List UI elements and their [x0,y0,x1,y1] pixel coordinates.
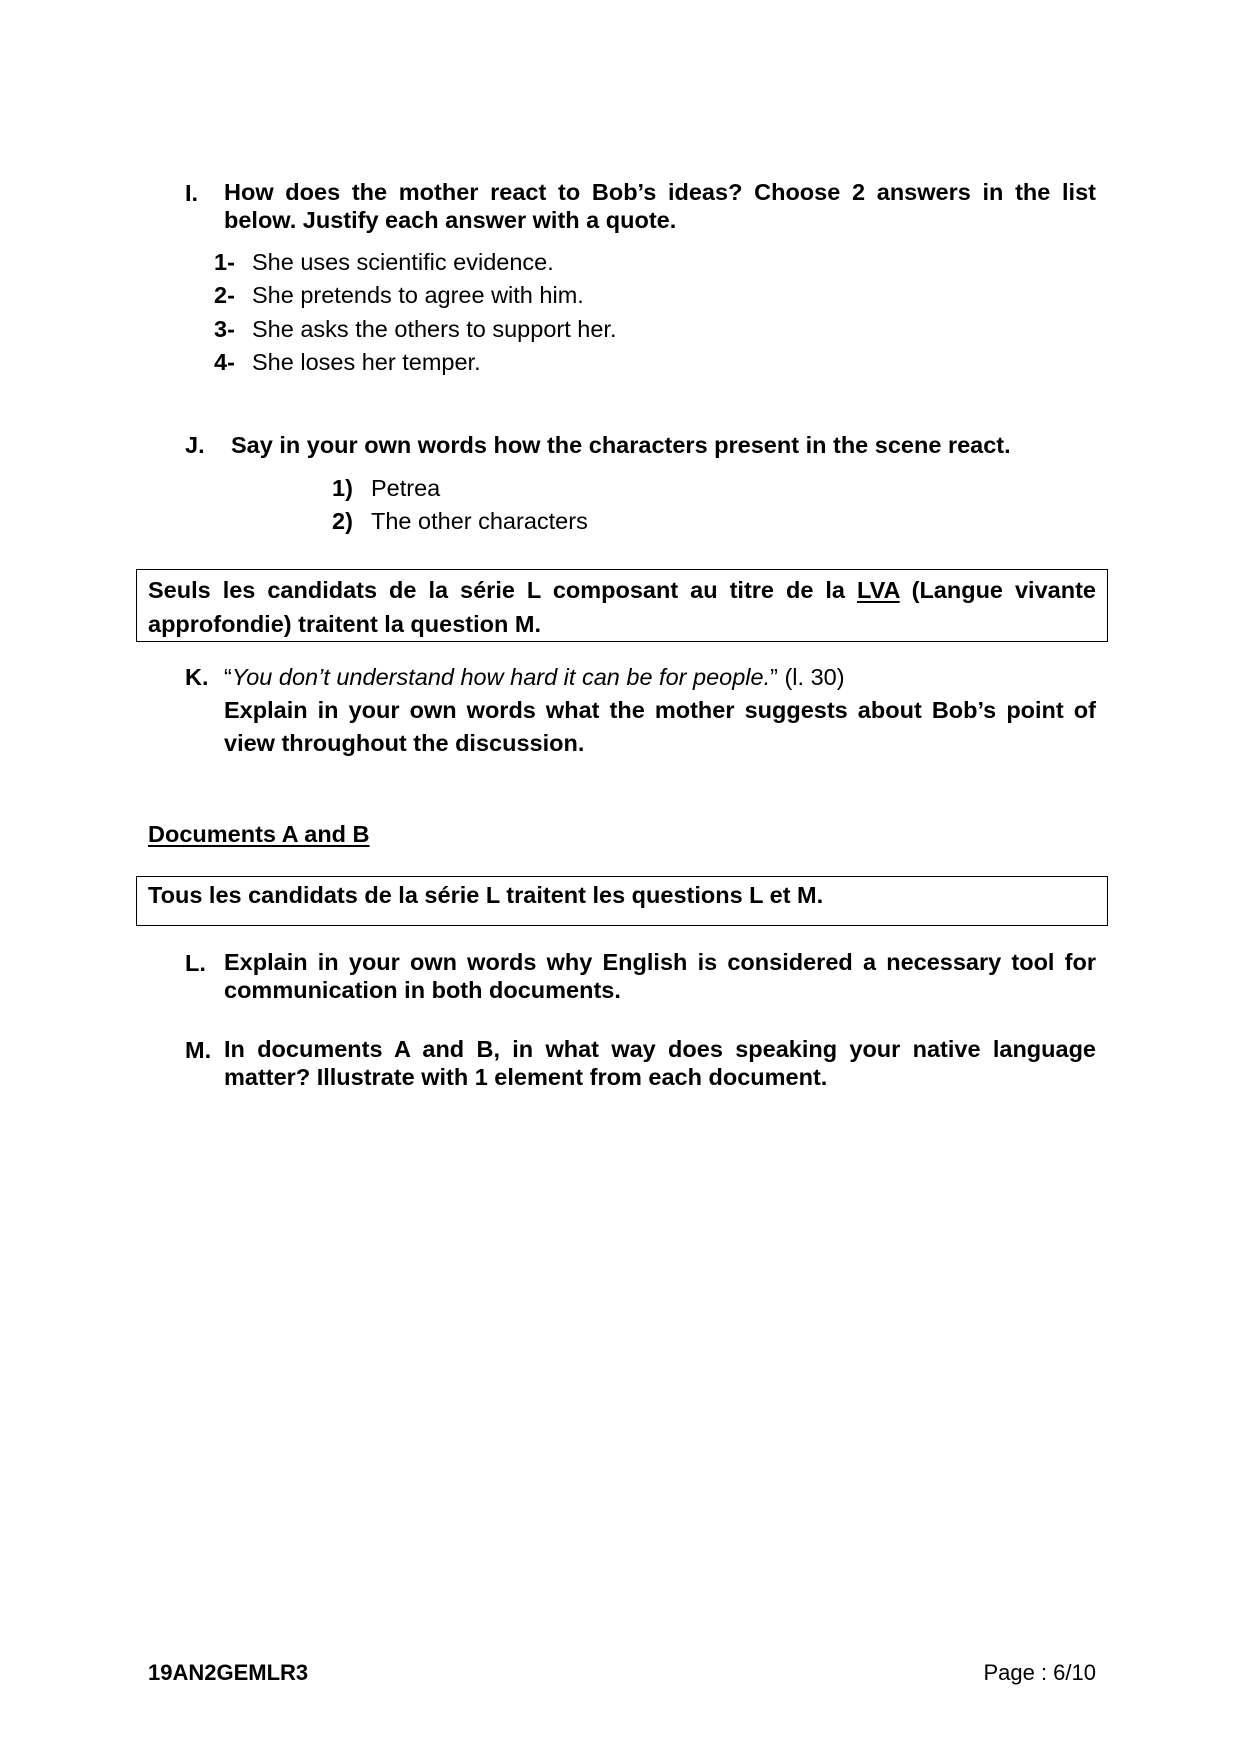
question-k-quote-line [224,664,845,691]
question-j-letter: J. [185,432,205,458]
question-i-letter: I. [185,180,199,206]
footer-code: 19AN2GEMLR3 [148,1660,309,1685]
option-3-num: 3- [214,316,235,342]
item-2-text: The other characters [371,508,588,534]
question-k-quote: You don’t understand how hard it can be for people. [231,664,771,690]
question-k-letter: K. [185,664,209,690]
notice-lva-after: (Langue vivante approfondie) traitent la question M. [148,577,1096,637]
option-2-num: 2- [214,282,235,308]
question-m-letter: M. [185,1037,212,1063]
option-4-num: 4- [214,349,235,375]
question-k-text: Explain in your own words what the mother suggests about Bob’s point of view throughout the discussion. [224,697,1096,756]
notice-lva-before: Seuls les candidats de la série L composant au titre de la [148,577,857,603]
item-1-text: Petrea [371,475,441,501]
option-4-text: She loses her temper. [252,349,481,375]
option-3-text: She asks the others to support her. [252,316,617,342]
question-l-text: Explain in your own words why English is considered a necessary tool for communication in both documents. [224,949,1096,1003]
question-j-text: Say in your own words how the characters present in the scene react. [231,432,1011,458]
section-heading: Documents A and B [148,821,370,847]
item-1-num: 1) [332,475,353,501]
option-2-text: She pretends to agree with him. [252,282,584,308]
item-2-num: 2) [332,508,353,534]
notice-lva-text [148,573,1096,641]
question-i-text: How does the mother react to Bob’s ideas? Choose 2 answers in the list below. Justify each answer with a quote. [224,179,1096,233]
question-m-text: In documents A and B, in what way does speaking your native language matter? Illustrate with 1 element from each document. [224,1036,1096,1090]
footer-page-number: Page : 6/10 [983,1660,1096,1685]
option-1-text: She uses scientific evidence. [252,249,554,275]
quote-open-mark: “ [224,664,232,690]
notice-lva-abbr: LVA [856,577,900,603]
question-k-line-ref: (l. 30) [777,664,845,690]
notice-all-text: Tous les candidats de la série L traitent les questions L et M. [148,882,824,908]
quote-close-mark: ” [770,664,778,690]
option-1-num: 1- [214,249,235,275]
question-l-letter: L. [185,950,206,976]
